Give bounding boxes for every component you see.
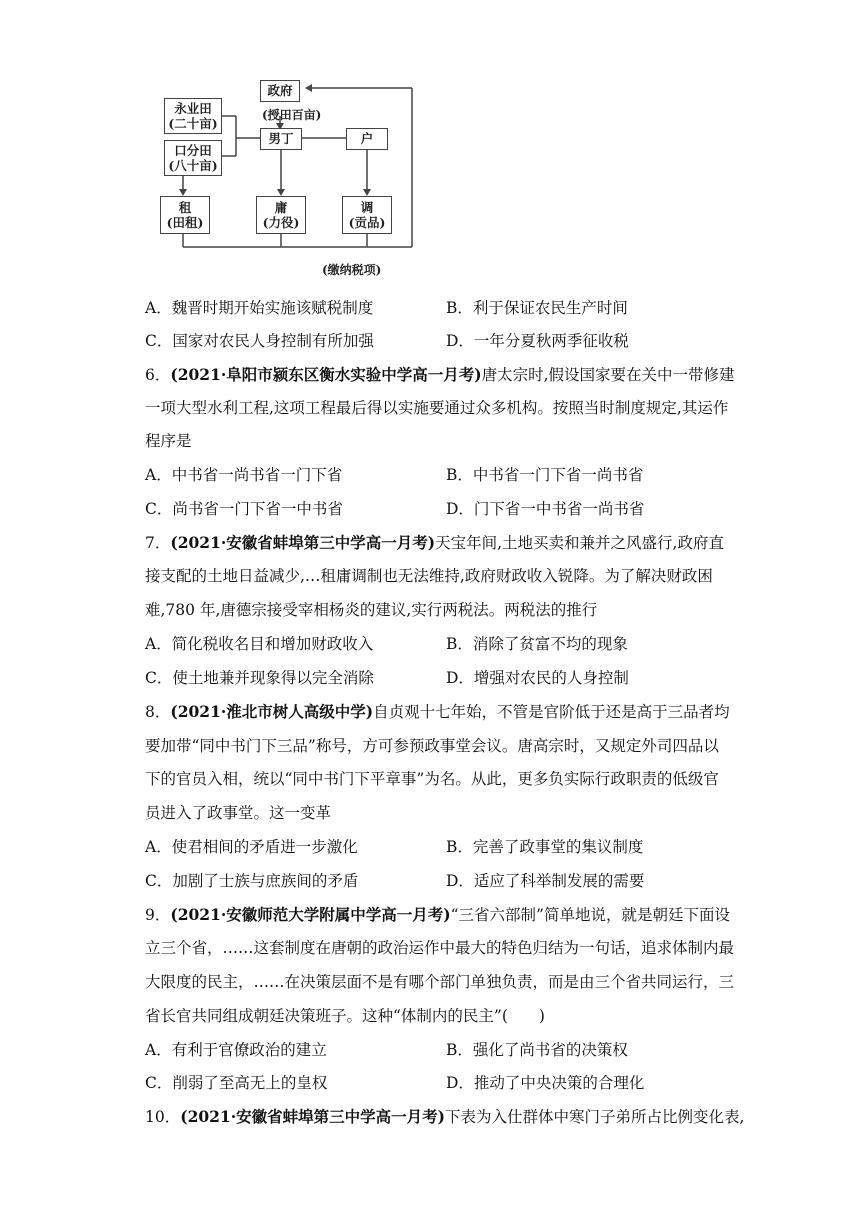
q10-text-1: 下表为入仕群体中寒门子弟所占比例变化表, bbox=[444, 1108, 745, 1126]
q5-option-a: A．魏晋时期开始实施该赋税制度 bbox=[145, 299, 374, 317]
q8-source: (2021·淮北市树人高级中学) bbox=[170, 702, 374, 721]
yong-note: (力役) bbox=[262, 215, 300, 230]
q9-source: (2021·安徽师范大学附属中学高一月考) bbox=[170, 905, 451, 924]
q6-stem-line-3: 程序是 bbox=[145, 432, 192, 450]
q9-stem-line-3: 大限度的民主，……在决策层面不是有哪个部门单独负责，而是由三个省共同运行，三 bbox=[145, 973, 735, 991]
q7-number: 7． bbox=[145, 534, 171, 552]
q9-option-b: B．强化了尚书省的决策权 bbox=[446, 1041, 628, 1059]
q6-option-b: B．中书省一门下省一尚书省 bbox=[446, 466, 644, 484]
yongye-area: (二十亩) bbox=[168, 116, 218, 131]
q5-option-d: D．一年分夏秋两季征收税 bbox=[446, 332, 629, 350]
q5-option-c: C．国家对农民人身控制有所加强 bbox=[145, 332, 374, 350]
q7-option-d: D．增强对农民的人身控制 bbox=[446, 669, 629, 687]
diao-label: 调 bbox=[360, 200, 374, 215]
q5-option-b: B．利于保证农民生产时间 bbox=[446, 299, 628, 317]
q6-option-c: C．尚书省一门下省一中书省 bbox=[145, 500, 343, 518]
zu-label: 租 bbox=[178, 200, 192, 215]
adult-male-box bbox=[260, 128, 302, 150]
yongye-label: 永业田 bbox=[174, 101, 212, 116]
q6-stem-line-2: 一项大型水利工程,这项工程最后得以实施要通过众多机构。按照当时制度规定,其运作 bbox=[145, 399, 729, 417]
q8-text-1: 自贞观十七年始，不管是官阶低于还是高于三品者均 bbox=[373, 703, 730, 721]
tax-items-label: (缴纳税项) bbox=[322, 263, 382, 277]
q9-option-a: A．有利于官僚政治的建立 bbox=[145, 1041, 327, 1059]
q7-stem-line-2: 接支配的土地日益减少,…租庸调制也无法维持,政府财政收入锐降。为了解决财政困 bbox=[145, 567, 713, 585]
q8-stem-line-3: 下的官员入相，统以“同中书门下平章事”为名。从此，更多负实际行政职责的低级官 bbox=[145, 770, 719, 788]
q7-stem-line-1 bbox=[145, 533, 724, 553]
koufen-area: (八十亩) bbox=[168, 158, 218, 173]
zu-note: (田租) bbox=[166, 215, 204, 230]
koufen-label: 口分田 bbox=[174, 143, 212, 158]
q9-text-1: “三省六部制”简单地说，就是朝廷下面设 bbox=[450, 906, 730, 924]
q8-stem-line-1 bbox=[145, 702, 730, 722]
diao-box bbox=[342, 196, 392, 234]
government-label: 政府 bbox=[267, 83, 293, 98]
zu-box bbox=[160, 196, 210, 234]
q7-option-c: C．使土地兼并现象得以完全消除 bbox=[145, 669, 374, 687]
tax-system-diagram bbox=[150, 78, 420, 278]
q9-option-c: C．削弱了至高无上的皇权 bbox=[145, 1074, 328, 1092]
q6-option-a: A．中书省一尚书省一门下省 bbox=[145, 466, 343, 484]
q8-option-c: C．加剧了士族与庶族间的矛盾 bbox=[145, 872, 359, 890]
q7-option-a: A．简化税收名目和增加财政收入 bbox=[145, 635, 374, 653]
q6-text-1: 唐太宗时,假设国家要在关中一带修建 bbox=[481, 366, 735, 384]
household-label: 户 bbox=[360, 131, 374, 146]
q7-option-b: B．消除了贫富不均的现象 bbox=[446, 635, 628, 653]
koufen-field-box bbox=[164, 140, 222, 176]
q6-option-d: D．门下省一中书省一尚书省 bbox=[446, 500, 645, 518]
q9-stem-line-2: 立三个省，……这套制度在唐朝的政治运作中最大的特色归结为一句话，追求体制内最 bbox=[145, 939, 735, 957]
q10-stem-line-1 bbox=[145, 1107, 744, 1127]
adult-male-label: 男丁 bbox=[268, 131, 294, 146]
q7-source: (2021·安徽省蚌埠第三中学高一月考) bbox=[170, 533, 436, 552]
q7-stem-line-3: 难,780 年,唐德宗接受宰相杨炎的建议,实行两税法。两税法的推行 bbox=[145, 601, 598, 619]
q6-source: (2021·阜阳市颍东区衡水实验中学高一月考) bbox=[170, 365, 482, 384]
q10-number: 10． bbox=[145, 1108, 181, 1126]
yong-box bbox=[256, 196, 306, 234]
q6-stem-line-1 bbox=[145, 365, 735, 385]
q8-option-d: D．适应了科举制发展的需要 bbox=[446, 872, 645, 890]
yongye-field-box bbox=[164, 98, 222, 134]
household-box bbox=[346, 128, 388, 150]
q9-stem-line-1 bbox=[145, 905, 730, 925]
q10-source: (2021·安徽省蚌埠第三中学高一月考) bbox=[180, 1107, 445, 1126]
q7-text-1: 天宝年间,土地买卖和兼并之风盛行,政府直 bbox=[435, 534, 724, 552]
q8-number: 8． bbox=[145, 703, 171, 721]
q9-stem-line-4: 省长官共同组成朝廷决策班子。这种“体制内的民主”( ) bbox=[145, 1007, 545, 1025]
grant-land-label: (授田百亩) bbox=[262, 108, 322, 122]
q8-stem-line-2: 要加带“同中书门下三品”称号，方可参预政事堂会议。唐高宗时，又规定外司四品以 bbox=[145, 737, 719, 755]
q9-option-d: D．推动了中央决策的合理化 bbox=[446, 1074, 645, 1092]
yong-label: 庸 bbox=[274, 200, 288, 215]
q8-option-b: B．完善了政事堂的集议制度 bbox=[446, 838, 644, 856]
government-box bbox=[260, 80, 300, 102]
q9-number: 9． bbox=[145, 906, 171, 924]
q8-stem-line-4: 员进入了政事堂。这一变革 bbox=[145, 804, 332, 822]
q8-option-a: A．使君相间的矛盾进一步激化 bbox=[145, 838, 358, 856]
q6-number: 6． bbox=[145, 366, 171, 384]
diao-note: (贡品) bbox=[348, 215, 386, 230]
